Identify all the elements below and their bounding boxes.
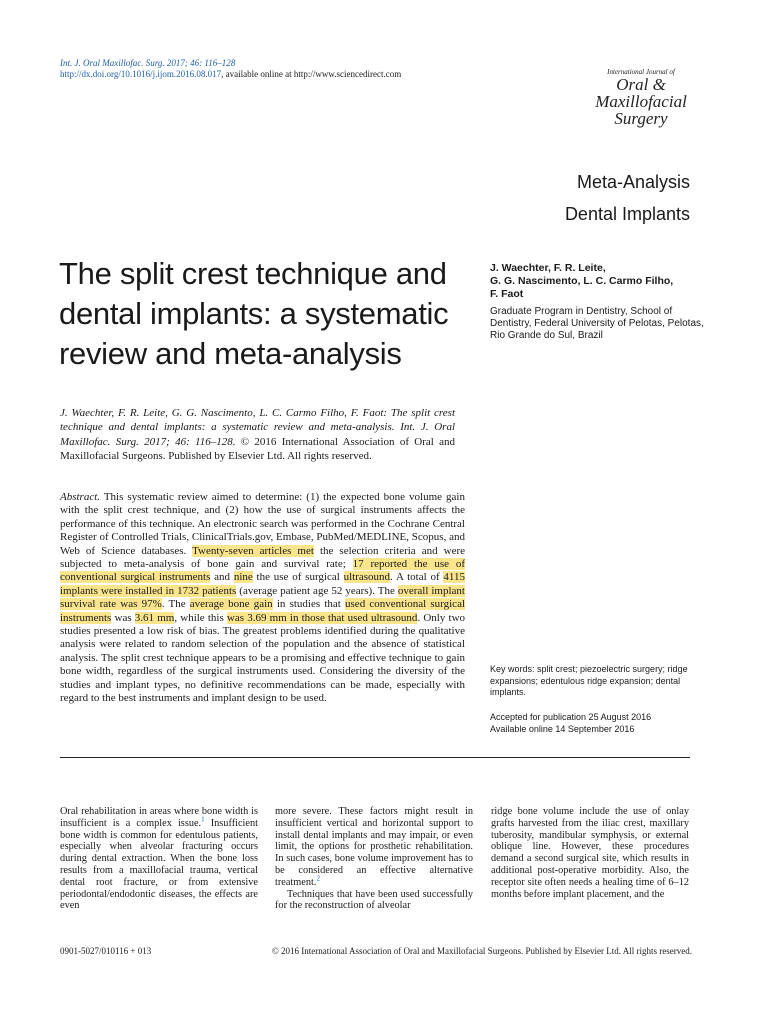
citation-italic: J. Waechter, F. R. Leite, G. G. Nascimento, L. C. Carmo Filho, F. Faot: The split crest technique and dental implants: a systematic review and meta-analysis. Int. J. Oral Maxillofac. Surg. 2017; 46: 116–128. [60, 407, 455, 448]
keywords: Key words: split crest; piezoelectric surgery; ridge expansions; edentulous ridge expansion; dental implants. [490, 664, 688, 697]
author-names [490, 262, 705, 301]
highlight: 4115 implants were installed in 1732 patients [60, 571, 465, 597]
logo-line-3: Maxillofacial [595, 92, 687, 111]
highlight: used conventional surgical instruments [60, 598, 466, 624]
section-label-dental-implants: Dental Implants [564, 204, 690, 224]
journal-citation: Int. J. Oral Maxillofac. Surg. 2017; 46: 116–128 [60, 58, 236, 68]
accepted-date: Accepted for publication 25 August 2016 [490, 712, 652, 722]
body-column-3 [491, 806, 689, 900]
body-text: Oral rehabilitation in areas where bone width is insufficient is a complex issue. [60, 806, 258, 829]
highlight: 17 reported the use of conventional surgical instruments [60, 558, 466, 584]
abstract-text: (average patient age 52 years). The [236, 584, 398, 597]
author-affiliation: Graduate Program in Dentistry, School of Dentistry, Federal University of Pelotas, Pelotas, Rio Grande do Sul, Brazil [490, 306, 704, 341]
highlight: 3.61 mm [134, 611, 175, 624]
reference-link[interactable]: 1 [201, 815, 205, 824]
highlight: Twenty-seven articles met [192, 544, 314, 557]
abstract-text: was [111, 611, 135, 624]
online-date: Available online 14 September 2016 [490, 723, 635, 734]
journal-logo [586, 68, 696, 127]
section-label-meta-analysis: Meta-Analysis [576, 172, 690, 192]
body-column-2 [275, 806, 473, 912]
logo-line-1: International Journal of [607, 68, 675, 76]
highlight: nine [233, 571, 253, 584]
author-line-1: J. Waechter, F. R. Leite, [490, 262, 606, 274]
body-paragraph [60, 806, 258, 912]
body-column-1 [60, 806, 258, 912]
highlight: overall implant survival rate was 97% [60, 584, 465, 611]
abstract-text: the use of surgical [252, 571, 344, 584]
highlight: was 3.69 mm in those that used ultrasound [226, 611, 418, 624]
abstract [60, 491, 465, 706]
paper-title: The split crest technique and dental implants: a systematic review and meta-analysis [59, 256, 449, 371]
body-paragraph [275, 806, 473, 889]
doi-link[interactable]: http://dx.doi.org/10.1016/j.ijom.2016.08.017 [60, 69, 222, 79]
doi-line [60, 69, 480, 80]
abstract-text: . A total of [390, 571, 444, 584]
body-paragraph: Techniques that have been used successfully for the reconstruction of alveolar [275, 888, 473, 912]
abstract-text: . Only two studies presented a low risk of bias. The greatest problems identified during the qualitative analysis were related to random selection of the population and the absence of statistical analysis. The split crest technique appears to be a promising and effective technique to gain bone width, regardless of the surgical instruments used. Considering the diversity of the studies and implant types, no definitive recommendations can be made, especially with regard to the best instruments and implant design to be used. [60, 611, 466, 705]
publication-dates [490, 712, 700, 735]
reference-link[interactable]: 2 [316, 874, 320, 883]
author-line-2: G. G. Nascimento, L. C. Carmo Filho, [490, 275, 674, 287]
abstract-text: . The [161, 598, 190, 611]
body-text: more severe. These factors might result in insufficient vertical and horizontal support to install dental implants and may impair, or even limit, the options for prosthetic rehabilitation. In such cases, bone volume improvement has to be considered an effective alternative treatment. [275, 806, 473, 888]
logo-line-4: Surgery [614, 109, 668, 128]
abstract-label: Abstract. [60, 491, 101, 503]
section-divider [60, 757, 690, 758]
abstract-text: in studies that [272, 598, 346, 611]
highlight: ultrasound [343, 571, 391, 584]
citation-copyright: © 2016 International Association of Oral and Maxillofacial Surgeons. Published by Elsevier Ltd. All rights reserved. [60, 435, 455, 462]
author-line-3: F. Faot [490, 288, 524, 300]
available-online-text: , available online at http://www.sciencedirect.com [221, 69, 402, 79]
logo-line-2: Oral & [616, 75, 666, 94]
abstract-text: , while this [174, 611, 227, 624]
abstract-text: This systematic review aimed to determine: (1) the expected bone volume gain with the split crest technique, and (2) how the use of surgical instruments affects the performance of this technique. An electronic search was performed in the Cochrane Central Register of Controlled Trials, ClinicalTrials.gov, Embase, PubMed/MEDLINE, Scopus, and Web of Science databases. [60, 491, 465, 557]
footer-copyright: © 2016 International Association of Oral and Maxillofacial Surgeons. Published by Elsevier Ltd. All rights reserved. [271, 946, 692, 956]
footer-issn: 0901-5027/010116 + 013 [60, 946, 152, 956]
body-text: Insufficient bone width is common for edentulous patients, especially when alveolar fracturing occurs during dental extraction. When the bone loss results from a maxillofacial trauma, vertical dental root fracture, or from extensive periodontal/endodontic diseases, the effects are even [60, 817, 258, 912]
section-labels [480, 166, 690, 230]
authors-block [490, 262, 705, 342]
journal-reference [60, 58, 480, 80]
abstract-text: the selection criteria and were subjected to meta-analysis of bone gain and survival rate; [60, 544, 465, 571]
body-paragraph: ridge bone volume include the use of onlay grafts harvested from the iliac crest, maxillary tuberosity, mandibular symphysis, or external oblique line. However, these procedures demand a second surgical site, which results in additional post-operative morbidity. Also, the receptor site often needs a healing time of 6–12 months before implant placement, and the [491, 806, 689, 900]
abstract-text: and [210, 571, 234, 584]
citation-block [60, 406, 455, 463]
highlight: average bone gain [189, 598, 273, 611]
